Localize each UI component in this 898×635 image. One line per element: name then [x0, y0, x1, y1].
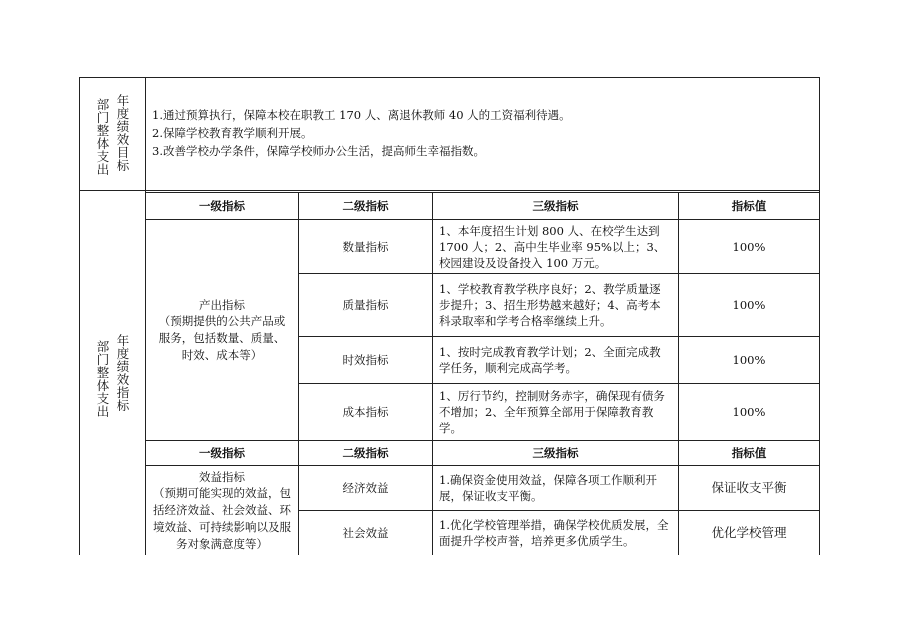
- indicator-label-left: [96, 340, 110, 418]
- header-level3: 三级指标: [532, 446, 579, 460]
- vertical-char: 标: [116, 398, 130, 413]
- vertical-char: 年: [116, 93, 130, 108]
- level3-cell: 1.确保资金使用效益，保障各项工作顺利开展，保证收支平衡。: [439, 473, 657, 503]
- level2-cell: 社会效益: [342, 526, 389, 540]
- goal-item: 3.改善学校办学条件，保障学校师办公生活，提高师生幸福指数。: [152, 144, 485, 158]
- value-cell: 100%: [732, 298, 766, 312]
- vertical-char: 指: [116, 385, 130, 400]
- output-group-title: 产出指标: [199, 297, 245, 312]
- goal-label-left: [96, 98, 110, 176]
- value-cell: 100%: [732, 405, 766, 419]
- vertical-char: 部: [96, 97, 110, 112]
- output-group-cell: [146, 220, 298, 440]
- level2-cell: 经济效益: [342, 481, 389, 495]
- vertical-char: 整: [96, 365, 110, 380]
- vertical-char: 门: [96, 110, 110, 125]
- header-value: 指标值: [731, 446, 767, 460]
- vertical-char: 支: [96, 149, 110, 164]
- benefit-group-cell: [146, 466, 298, 555]
- level3-cell: 1、本年度招生计划 800 人、在校学生达到 1700 人；2、高中生毕业率 95%以上；3、校园建设及设备投入 100 万元。: [439, 223, 666, 270]
- value-cell: 保证收支平衡: [711, 480, 787, 495]
- vertical-char: 度: [116, 106, 130, 121]
- vertical-char: 支: [96, 391, 110, 406]
- level3-cell: 1、学校教育教学秩序良好；2、教学质量逐步提升；3、招生形势越来越好；4、高考本科录取率和学考合格率继续上升。: [439, 282, 661, 328]
- vertical-char: 体: [96, 136, 110, 151]
- level2-cell: 时效指标: [342, 353, 389, 367]
- vertical-char: 目: [116, 145, 130, 160]
- benefit-group-note: （预期可能实现的效益，包括经济效益、社会效益、环境效益、可持续影响以及服务对象满意度等）: [153, 485, 291, 551]
- goal-item: 2.保障学校教育教学顺利开展。: [152, 126, 313, 140]
- level3-cell: 1.优化学校管理举措，确保学校优质发展，全面提升学校声誉，培养更多优质学生。: [439, 518, 669, 548]
- indicator-label-right: [116, 334, 130, 412]
- header-level1: 一级指标: [199, 446, 245, 460]
- vertical-char: 度: [116, 346, 130, 361]
- level2-cell: 质量指标: [342, 298, 389, 312]
- benefit-group-title: 效益指标: [199, 469, 245, 484]
- vertical-char: 年: [116, 333, 130, 348]
- goal-label-right: [116, 94, 130, 172]
- level2-cell: 成本指标: [342, 405, 389, 419]
- vertical-char: 出: [96, 162, 110, 177]
- value-cell: 100%: [732, 239, 766, 254]
- vertical-char: 效: [116, 372, 130, 387]
- vertical-char: 绩: [116, 119, 130, 134]
- output-group-note: （预期提供的公共产品或服务，包括数量、质量、时效、成本等）: [158, 313, 286, 362]
- level2-cell: 数量指标: [342, 239, 389, 254]
- vertical-char: 出: [96, 404, 110, 419]
- goal-list: [152, 106, 712, 160]
- value-cell: 100%: [732, 353, 766, 367]
- vertical-char: 整: [96, 123, 110, 138]
- header-level2: 二级指标: [342, 199, 389, 213]
- header-value: 指标值: [731, 199, 767, 213]
- header-level1: 一级指标: [199, 199, 245, 213]
- vertical-char: 部: [96, 339, 110, 354]
- vertical-char: 标: [116, 158, 130, 173]
- header-level3: 三级指标: [532, 199, 579, 213]
- vertical-char: 体: [96, 378, 110, 393]
- goal-item: 1.通过预算执行，保障本校在职教工 170 人、离退休教师 40 人的工资福利待遇。: [152, 108, 571, 122]
- header-level2: 二级指标: [342, 446, 389, 460]
- value-cell: 优化学校管理: [711, 525, 787, 540]
- level3-cell: 1、按时完成教育教学计划；2、全面完成教学任务，顺利完成高学考。: [439, 345, 661, 375]
- vertical-char: 效: [116, 132, 130, 147]
- vertical-char: 门: [96, 352, 110, 367]
- level3-cell: 1、厉行节约，控制财务赤字，确保现有债务不增加；2、全年预算全部用于保障教育教学。: [439, 389, 665, 435]
- vertical-char: 绩: [116, 359, 130, 374]
